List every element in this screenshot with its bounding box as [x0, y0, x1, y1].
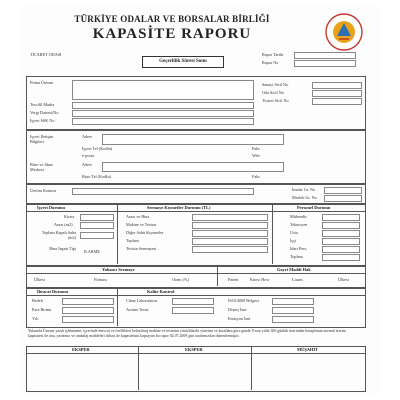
iso-field[interactable] — [272, 307, 314, 314]
profession-field[interactable] — [324, 195, 362, 202]
capital-field[interactable] — [192, 222, 268, 229]
workplace-item: Kiracı — [64, 214, 75, 219]
brand-label: Tescilli Marka — [30, 102, 55, 107]
intangible-col: Lisans — [292, 277, 303, 282]
expert1-label: EKSPER — [72, 347, 90, 352]
personnel-item: İşçi — [290, 238, 297, 243]
personnel-field[interactable] — [322, 214, 360, 221]
tax-field[interactable] — [72, 110, 254, 117]
phone-label: İşyeri Tel (Kodlu) — [82, 146, 113, 151]
export-item: Bedeli — [32, 298, 43, 303]
quality-title: Kalite Kontrol — [147, 289, 175, 294]
capital-title: Sermaye Kıymetler Durumu (TL) — [147, 205, 211, 210]
footnote: Yukarıda Ünvanı yazılı işletmenin, işyerinde mevcut ve özellikleri belirtilmiş makine ve tesisatın yürürlükteki yönetim ve kurallara göre günde 8 saat yılda 300 günlük üzerinden hesaplanan normal üretim kapasitesi ile ana, yardımcı ve ambalaj maddeleri itibarı ile kapasitesini kapsayan bu rapor 02.07.2009 gün tarafımızdan düzenlenmiştir. — [28, 329, 346, 338]
auditor-label: MÜŞAHİT — [297, 347, 318, 352]
export-field[interactable] — [62, 298, 114, 305]
signature-divider-1 — [138, 346, 139, 390]
intangible-title: Gayri Maddi Hak — [277, 267, 311, 272]
industry-reg-field[interactable] — [312, 82, 362, 89]
quality-item: Cihaz Laboratuvar — [126, 298, 158, 303]
capital-item: Arazi ve Bina — [126, 214, 150, 219]
personnel-title: Personel Durumu — [297, 205, 331, 210]
personnel-field[interactable] — [322, 254, 360, 261]
tax-label: Vergi Dairesi/No — [30, 110, 59, 115]
workplace-item: Toplam Kapalı Saha (m2) — [41, 230, 76, 240]
foreign-header-divider — [26, 273, 365, 274]
report-title: KAPASİTE RAPORU — [92, 26, 252, 42]
firm-name-label: Firma Ünvanı — [30, 80, 54, 85]
office-fax-label: Faks — [252, 174, 260, 179]
export-divider — [117, 288, 118, 326]
manufacture-field[interactable] — [324, 187, 362, 194]
status-divider-2 — [272, 204, 273, 264]
intangible-col: Ülkesi — [338, 277, 349, 282]
export-item: Para Birimi — [32, 307, 52, 312]
personnel-field[interactable] — [322, 230, 360, 237]
foreign-col: Oranı (%) — [172, 277, 189, 282]
production-subject-field[interactable] — [72, 188, 254, 195]
quality-item: Arıtma Tesisi — [126, 307, 149, 312]
workplace-item: Bina İnşaat Tipi — [49, 246, 76, 251]
personnel-field[interactable] — [322, 222, 360, 229]
ssk-label: İşyeri SSK No — [30, 118, 55, 123]
report-date-label: Rapor Tarihi — [262, 52, 284, 57]
capacity-report-page — [22, 6, 382, 394]
industry-reg-label: Sanayi Sicil No — [262, 82, 289, 87]
iso-item: Emisyon İzni — [228, 316, 251, 321]
report-date-field[interactable] — [294, 52, 356, 59]
production-subject-label: Üretim Konusu — [30, 188, 56, 193]
personnel-item: Usta — [290, 230, 298, 235]
profession-label: Meslek Gr. No — [292, 195, 317, 200]
fax-label: Faks — [252, 146, 260, 151]
intangible-col: Patent — [228, 277, 239, 282]
org-title: TÜRKİYE ODALAR VE BORSALAR BİRLİĞİ — [74, 14, 270, 24]
iso-field[interactable] — [272, 316, 314, 323]
export-title: İhracat Durumu — [37, 289, 69, 294]
email-label: e-posta — [82, 153, 95, 158]
quality-field[interactable] — [172, 307, 214, 314]
capital-field[interactable] — [192, 230, 268, 237]
personnel-field[interactable] — [322, 238, 360, 245]
foreign-col: Firması — [94, 277, 107, 282]
quality-field[interactable] — [172, 298, 214, 305]
capital-field[interactable] — [192, 214, 268, 221]
workplace-item: Arazi (m2) — [54, 222, 73, 227]
tobb-logo-icon — [324, 12, 364, 52]
firm-name-field[interactable] — [72, 80, 254, 100]
office-address-field[interactable] — [102, 162, 284, 172]
personnel-item: Teknisyen — [290, 222, 308, 227]
capital-field[interactable] — [192, 238, 268, 245]
chamber-reg-field[interactable] — [312, 90, 362, 97]
export-field[interactable] — [62, 316, 114, 323]
closed-area-field[interactable] — [80, 232, 114, 239]
intangible-col: Know How — [250, 277, 270, 282]
office-address-label: Adres — [82, 162, 93, 167]
manufacture-label: İmalat Gr. No — [292, 187, 316, 192]
capital-field[interactable] — [192, 246, 268, 253]
chamber-label: TİCARET ODASI — [30, 52, 62, 57]
web-label: Web — [252, 153, 260, 158]
office-phone-label: Büro Tel (Kodlu) — [82, 174, 111, 179]
iso-item: ISO14000 Belgesi — [228, 298, 259, 303]
personnel-item: Mühendis — [290, 214, 307, 219]
iso-item: Deşarj İzni — [228, 307, 247, 312]
personnel-field[interactable] — [322, 246, 360, 253]
status-divider-1 — [117, 204, 118, 264]
capital-item: Makine ve Tesisat — [126, 222, 157, 227]
chamber-reg-label: Oda Sicil No — [262, 90, 284, 95]
foreign-capital-title: Yabancı Sermaye — [102, 267, 135, 272]
brand-field[interactable] — [72, 102, 254, 109]
foreign-block — [26, 266, 366, 288]
office-label: Büro ve İdare Merkezi — [30, 162, 54, 172]
export-field[interactable] — [62, 307, 114, 314]
iso-field[interactable] — [272, 298, 314, 305]
tenant-field[interactable] — [80, 214, 114, 221]
export-item: Yılı — [32, 316, 39, 321]
address-field[interactable] — [102, 134, 284, 145]
ssk-field[interactable] — [72, 118, 254, 125]
address-label: Adres — [82, 134, 93, 139]
report-no-field[interactable] — [294, 60, 356, 67]
foreign-divider — [217, 266, 218, 286]
status-header-divider — [26, 211, 365, 212]
export-header-divider — [26, 295, 365, 296]
signature-header-divider — [26, 353, 365, 354]
personnel-item: İdari Pers. — [290, 246, 308, 251]
capital-item: Toplam — [126, 238, 139, 243]
expert2-label: EKSPER — [185, 347, 203, 352]
report-no-label: Rapor No — [262, 60, 279, 65]
capital-item: Diğer Sabit Kıymetler — [126, 230, 164, 235]
trade-reg-field[interactable] — [312, 98, 362, 105]
personnel-item: Toplam — [290, 254, 303, 259]
foreign-col: Ülkesi — [34, 277, 45, 282]
signature-divider-2 — [251, 346, 252, 390]
capital-item: Tesisin Sermayesi — [126, 246, 157, 251]
building-type-value: B.ARME — [84, 249, 100, 254]
workplace-status-title: İşyeri Durumu — [37, 205, 65, 210]
workplace-contact-label: İşyeri İletişim Bilgileri — [30, 134, 54, 144]
validity-box: Geçerlilik Süresi Sonu — [142, 56, 224, 68]
trade-reg-label: Ticaret Sicil No — [262, 98, 289, 103]
land-field[interactable] — [80, 222, 114, 229]
